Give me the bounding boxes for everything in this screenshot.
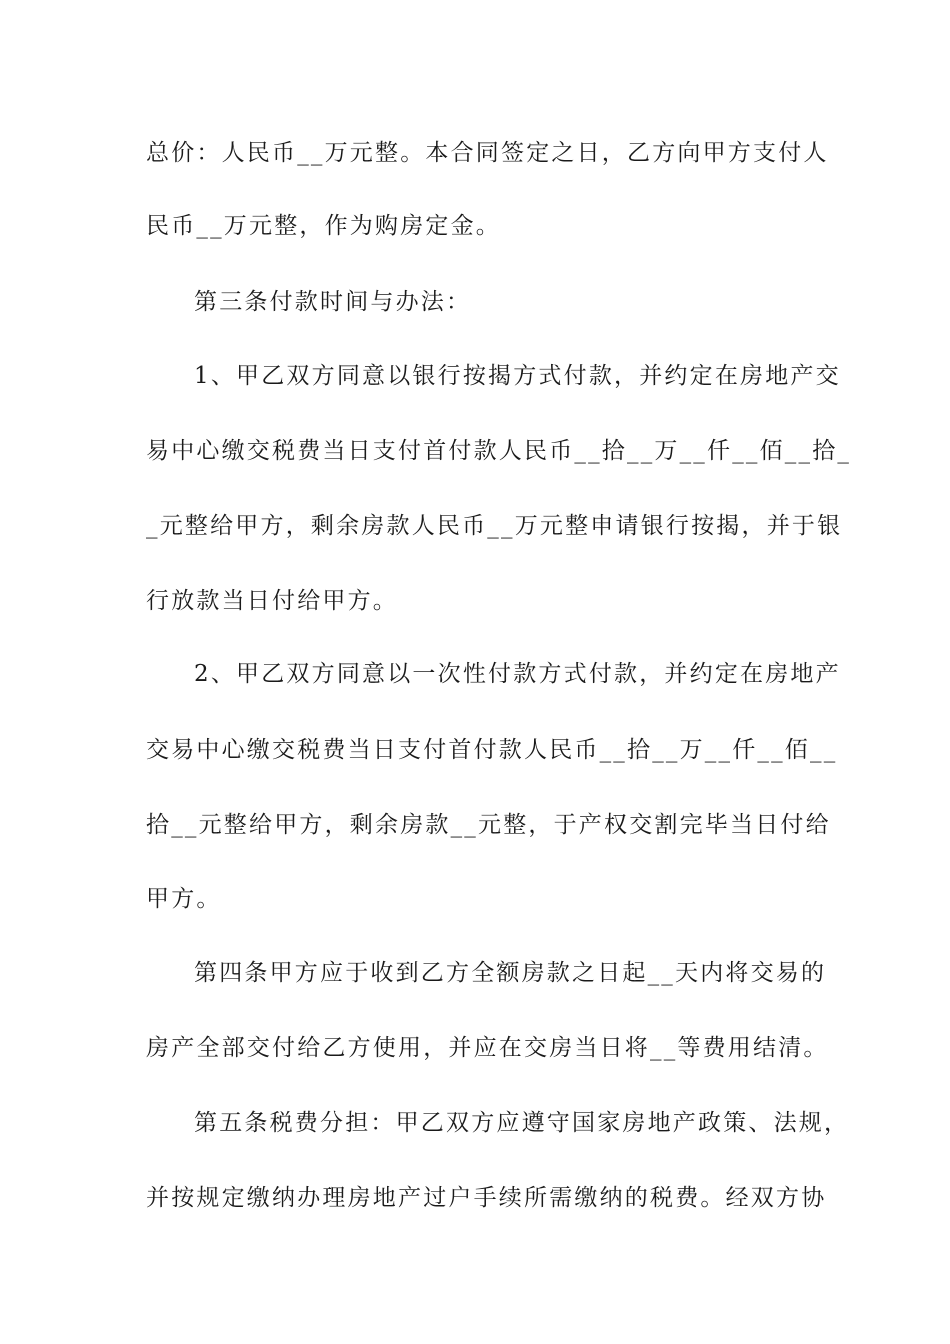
text-line: 1、甲乙双方同意以银行按揭方式付款，并约定在房地产交	[194, 363, 841, 389]
text-line: 2、甲乙双方同意以一次性付款方式付款，并约定在房地产	[194, 661, 841, 687]
text-line: 总价：人民币__万元整。本合同签定之日，乙方向甲方支付人	[146, 140, 829, 166]
article-heading: 第三条付款时间与办法：	[194, 289, 472, 315]
text-line: 拾__元整给甲方，剩余房款__元整，于产权交割完毕当日付给	[146, 812, 831, 838]
article-heading: 第五条税费分担：甲乙双方应遵守国家房地产政策、法规，	[194, 1110, 850, 1136]
text-line: 甲方。	[146, 886, 222, 912]
text-line: _元整给甲方，剩余房款人民币__万元整申请银行按揭，并于银	[146, 513, 843, 539]
text-line: 交易中心缴交税费当日支付首付款人民币__拾__万__仟__佰__	[146, 737, 838, 763]
article-heading: 第四条甲方应于收到乙方全额房款之日起__天内将交易的	[194, 960, 827, 986]
text-line: 并按规定缴纳办理房地产过户手续所需缴纳的税费。经双方协	[146, 1185, 827, 1211]
text-line: 民币__万元整，作为购房定金。	[146, 213, 501, 239]
text-line: 行放款当日付给甲方。	[146, 588, 398, 614]
text-line: 易中心缴交税费当日支付首付款人民币__拾__万__仟__佰__拾_	[146, 438, 852, 464]
text-line: 房产全部交付给乙方使用，并应在交房当日将__等费用结清。	[146, 1035, 829, 1061]
